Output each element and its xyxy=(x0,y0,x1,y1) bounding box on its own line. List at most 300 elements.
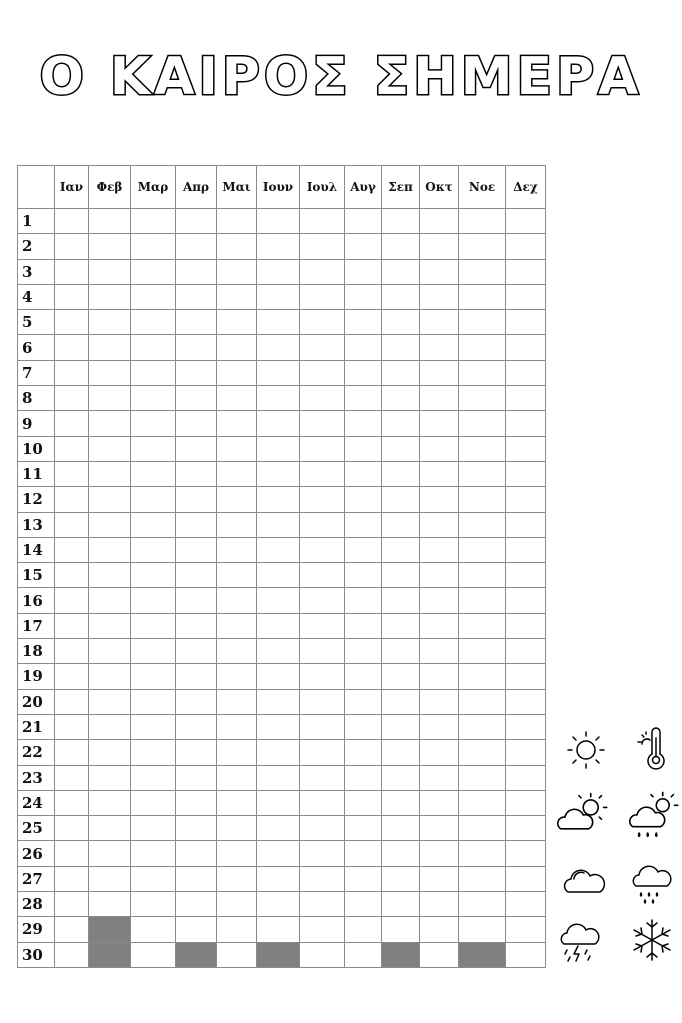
day-cell[interactable] xyxy=(420,259,459,284)
day-cell[interactable] xyxy=(217,942,257,967)
day-cell[interactable] xyxy=(176,841,217,866)
day-cell[interactable] xyxy=(257,790,300,815)
day-cell[interactable] xyxy=(89,386,131,411)
day-cell[interactable] xyxy=(506,209,546,234)
day-cell[interactable] xyxy=(131,740,176,765)
day-cell[interactable] xyxy=(257,613,300,638)
day-cell[interactable] xyxy=(420,335,459,360)
day-cell[interactable] xyxy=(300,335,345,360)
day-cell[interactable] xyxy=(257,487,300,512)
day-cell[interactable] xyxy=(300,841,345,866)
day-cell[interactable] xyxy=(55,588,89,613)
day-cell[interactable] xyxy=(300,360,345,385)
day-cell[interactable] xyxy=(300,411,345,436)
day-cell[interactable] xyxy=(420,816,459,841)
day-cell[interactable] xyxy=(506,259,546,284)
day-cell[interactable] xyxy=(131,284,176,309)
day-cell[interactable] xyxy=(55,892,89,917)
day-cell[interactable] xyxy=(382,740,420,765)
day-cell[interactable] xyxy=(55,613,89,638)
day-cell[interactable] xyxy=(217,714,257,739)
day-cell[interactable] xyxy=(506,714,546,739)
day-cell[interactable] xyxy=(131,461,176,486)
day-cell[interactable] xyxy=(131,360,176,385)
day-cell[interactable] xyxy=(459,563,506,588)
day-cell[interactable] xyxy=(459,411,506,436)
day-cell[interactable] xyxy=(382,512,420,537)
day-cell[interactable] xyxy=(506,917,546,942)
day-cell[interactable] xyxy=(89,664,131,689)
day-cell[interactable] xyxy=(506,841,546,866)
day-cell[interactable] xyxy=(420,639,459,664)
day-cell[interactable] xyxy=(345,917,382,942)
day-cell[interactable] xyxy=(300,639,345,664)
day-cell[interactable] xyxy=(257,310,300,335)
day-cell[interactable] xyxy=(345,588,382,613)
day-cell[interactable] xyxy=(89,892,131,917)
day-cell[interactable] xyxy=(131,234,176,259)
day-cell[interactable] xyxy=(217,259,257,284)
day-cell[interactable] xyxy=(382,664,420,689)
day-cell[interactable] xyxy=(89,209,131,234)
day-cell[interactable] xyxy=(55,335,89,360)
day-cell[interactable] xyxy=(382,411,420,436)
day-cell[interactable] xyxy=(257,816,300,841)
day-cell[interactable] xyxy=(257,234,300,259)
day-cell[interactable] xyxy=(382,284,420,309)
day-cell[interactable] xyxy=(55,436,89,461)
day-cell[interactable] xyxy=(176,714,217,739)
day-cell[interactable] xyxy=(55,765,89,790)
day-cell[interactable] xyxy=(382,841,420,866)
day-cell[interactable] xyxy=(506,411,546,436)
day-cell[interactable] xyxy=(217,335,257,360)
day-cell[interactable] xyxy=(89,310,131,335)
day-cell[interactable] xyxy=(89,411,131,436)
day-cell[interactable] xyxy=(217,639,257,664)
day-cell[interactable] xyxy=(382,892,420,917)
day-cell[interactable] xyxy=(176,639,217,664)
day-cell[interactable] xyxy=(131,411,176,436)
day-cell[interactable] xyxy=(55,310,89,335)
day-cell[interactable] xyxy=(257,866,300,891)
day-cell[interactable] xyxy=(55,259,89,284)
day-cell[interactable] xyxy=(55,360,89,385)
day-cell[interactable] xyxy=(345,461,382,486)
day-cell[interactable] xyxy=(217,866,257,891)
day-cell[interactable] xyxy=(345,664,382,689)
day-cell[interactable] xyxy=(176,613,217,638)
day-cell[interactable] xyxy=(506,512,546,537)
day-cell[interactable] xyxy=(55,740,89,765)
day-cell[interactable] xyxy=(459,512,506,537)
day-cell[interactable] xyxy=(217,360,257,385)
day-cell[interactable] xyxy=(257,209,300,234)
day-cell[interactable] xyxy=(300,487,345,512)
day-cell[interactable] xyxy=(459,740,506,765)
day-cell[interactable] xyxy=(131,917,176,942)
day-cell[interactable] xyxy=(176,259,217,284)
day-cell[interactable] xyxy=(300,917,345,942)
day-cell[interactable] xyxy=(420,436,459,461)
day-cell[interactable] xyxy=(420,790,459,815)
day-cell[interactable] xyxy=(176,360,217,385)
day-cell[interactable] xyxy=(300,689,345,714)
day-cell[interactable] xyxy=(55,816,89,841)
day-cell[interactable] xyxy=(217,537,257,562)
day-cell[interactable] xyxy=(89,461,131,486)
day-cell[interactable] xyxy=(345,866,382,891)
day-cell[interactable] xyxy=(257,537,300,562)
day-cell[interactable] xyxy=(257,411,300,436)
day-cell[interactable] xyxy=(89,487,131,512)
day-cell[interactable] xyxy=(420,234,459,259)
day-cell[interactable] xyxy=(176,740,217,765)
day-cell[interactable] xyxy=(506,487,546,512)
day-cell[interactable] xyxy=(257,461,300,486)
day-cell[interactable] xyxy=(89,841,131,866)
day-cell[interactable] xyxy=(506,360,546,385)
day-cell[interactable] xyxy=(89,689,131,714)
day-cell[interactable] xyxy=(257,436,300,461)
day-cell[interactable] xyxy=(257,740,300,765)
day-cell[interactable] xyxy=(55,411,89,436)
day-cell[interactable] xyxy=(300,892,345,917)
day-cell[interactable] xyxy=(131,563,176,588)
day-cell[interactable] xyxy=(459,234,506,259)
day-cell[interactable] xyxy=(420,765,459,790)
day-cell[interactable] xyxy=(131,664,176,689)
day-cell[interactable] xyxy=(300,765,345,790)
day-cell[interactable] xyxy=(459,461,506,486)
day-cell[interactable] xyxy=(55,942,89,967)
day-cell[interactable] xyxy=(420,588,459,613)
day-cell[interactable] xyxy=(217,436,257,461)
day-cell[interactable] xyxy=(345,537,382,562)
day-cell[interactable] xyxy=(420,411,459,436)
day-cell[interactable] xyxy=(506,563,546,588)
day-cell[interactable] xyxy=(176,866,217,891)
day-cell[interactable] xyxy=(131,335,176,360)
day-cell[interactable] xyxy=(345,234,382,259)
day-cell[interactable] xyxy=(420,689,459,714)
day-cell[interactable] xyxy=(217,461,257,486)
day-cell[interactable] xyxy=(89,284,131,309)
day-cell[interactable] xyxy=(217,664,257,689)
day-cell[interactable] xyxy=(459,310,506,335)
day-cell[interactable] xyxy=(55,866,89,891)
day-cell[interactable] xyxy=(89,234,131,259)
day-cell[interactable] xyxy=(55,512,89,537)
day-cell[interactable] xyxy=(257,765,300,790)
day-cell[interactable] xyxy=(257,639,300,664)
day-cell[interactable] xyxy=(459,209,506,234)
day-cell[interactable] xyxy=(89,512,131,537)
day-cell[interactable] xyxy=(89,563,131,588)
day-cell[interactable] xyxy=(300,866,345,891)
day-cell[interactable] xyxy=(300,588,345,613)
day-cell[interactable] xyxy=(506,234,546,259)
day-cell[interactable] xyxy=(459,259,506,284)
day-cell[interactable] xyxy=(257,841,300,866)
day-cell[interactable] xyxy=(131,689,176,714)
day-cell[interactable] xyxy=(89,360,131,385)
day-cell[interactable] xyxy=(89,714,131,739)
day-cell[interactable] xyxy=(459,664,506,689)
day-cell[interactable] xyxy=(55,209,89,234)
day-cell[interactable] xyxy=(506,942,546,967)
day-cell[interactable] xyxy=(382,563,420,588)
day-cell[interactable] xyxy=(345,310,382,335)
day-cell[interactable] xyxy=(176,765,217,790)
day-cell[interactable] xyxy=(176,284,217,309)
day-cell[interactable] xyxy=(131,436,176,461)
day-cell[interactable] xyxy=(89,259,131,284)
day-cell[interactable] xyxy=(506,613,546,638)
day-cell[interactable] xyxy=(55,386,89,411)
day-cell[interactable] xyxy=(257,689,300,714)
day-cell[interactable] xyxy=(345,259,382,284)
day-cell[interactable] xyxy=(257,892,300,917)
day-cell[interactable] xyxy=(131,487,176,512)
day-cell[interactable] xyxy=(217,588,257,613)
day-cell[interactable] xyxy=(506,537,546,562)
day-cell[interactable] xyxy=(176,209,217,234)
day-cell[interactable] xyxy=(176,386,217,411)
day-cell[interactable] xyxy=(420,284,459,309)
day-cell[interactable] xyxy=(89,866,131,891)
day-cell[interactable] xyxy=(55,284,89,309)
day-cell[interactable] xyxy=(55,689,89,714)
day-cell[interactable] xyxy=(300,790,345,815)
day-cell[interactable] xyxy=(131,310,176,335)
day-cell[interactable] xyxy=(506,740,546,765)
day-cell[interactable] xyxy=(506,892,546,917)
day-cell[interactable] xyxy=(217,386,257,411)
day-cell[interactable] xyxy=(382,386,420,411)
day-cell[interactable] xyxy=(420,512,459,537)
day-cell[interactable] xyxy=(131,639,176,664)
day-cell[interactable] xyxy=(382,917,420,942)
day-cell[interactable] xyxy=(382,613,420,638)
day-cell[interactable] xyxy=(89,740,131,765)
day-cell[interactable] xyxy=(131,512,176,537)
day-cell[interactable] xyxy=(300,740,345,765)
day-cell[interactable] xyxy=(345,436,382,461)
day-cell[interactable] xyxy=(89,790,131,815)
day-cell[interactable] xyxy=(257,259,300,284)
day-cell[interactable] xyxy=(345,740,382,765)
day-cell[interactable] xyxy=(55,537,89,562)
day-cell[interactable] xyxy=(55,917,89,942)
day-cell[interactable] xyxy=(217,613,257,638)
day-cell[interactable] xyxy=(217,689,257,714)
day-cell[interactable] xyxy=(459,765,506,790)
day-cell[interactable] xyxy=(420,563,459,588)
day-cell[interactable] xyxy=(420,917,459,942)
day-cell[interactable] xyxy=(506,639,546,664)
day-cell[interactable] xyxy=(345,512,382,537)
day-cell[interactable] xyxy=(420,360,459,385)
day-cell[interactable] xyxy=(420,740,459,765)
day-cell[interactable] xyxy=(55,487,89,512)
day-cell[interactable] xyxy=(217,310,257,335)
day-cell[interactable] xyxy=(382,866,420,891)
day-cell[interactable] xyxy=(217,284,257,309)
day-cell[interactable] xyxy=(176,335,217,360)
day-cell[interactable] xyxy=(217,411,257,436)
day-cell[interactable] xyxy=(55,563,89,588)
day-cell[interactable] xyxy=(459,639,506,664)
day-cell[interactable] xyxy=(176,461,217,486)
day-cell[interactable] xyxy=(459,790,506,815)
day-cell[interactable] xyxy=(217,765,257,790)
day-cell[interactable] xyxy=(459,436,506,461)
day-cell[interactable] xyxy=(131,386,176,411)
day-cell[interactable] xyxy=(382,487,420,512)
day-cell[interactable] xyxy=(345,487,382,512)
day-cell[interactable] xyxy=(55,461,89,486)
day-cell[interactable] xyxy=(257,664,300,689)
day-cell[interactable] xyxy=(345,411,382,436)
day-cell[interactable] xyxy=(459,841,506,866)
day-cell[interactable] xyxy=(506,588,546,613)
day-cell[interactable] xyxy=(217,740,257,765)
day-cell[interactable] xyxy=(506,790,546,815)
day-cell[interactable] xyxy=(300,234,345,259)
day-cell[interactable] xyxy=(300,664,345,689)
day-cell[interactable] xyxy=(300,613,345,638)
day-cell[interactable] xyxy=(345,613,382,638)
day-cell[interactable] xyxy=(506,310,546,335)
day-cell[interactable] xyxy=(131,841,176,866)
day-cell[interactable] xyxy=(459,386,506,411)
day-cell[interactable] xyxy=(459,613,506,638)
day-cell[interactable] xyxy=(459,335,506,360)
day-cell[interactable] xyxy=(300,209,345,234)
day-cell[interactable] xyxy=(176,816,217,841)
day-cell[interactable] xyxy=(459,537,506,562)
day-cell[interactable] xyxy=(300,942,345,967)
day-cell[interactable] xyxy=(382,765,420,790)
day-cell[interactable] xyxy=(506,436,546,461)
day-cell[interactable] xyxy=(420,487,459,512)
day-cell[interactable] xyxy=(131,892,176,917)
day-cell[interactable] xyxy=(459,360,506,385)
day-cell[interactable] xyxy=(300,386,345,411)
day-cell[interactable] xyxy=(131,537,176,562)
day-cell[interactable] xyxy=(176,892,217,917)
day-cell[interactable] xyxy=(176,917,217,942)
day-cell[interactable] xyxy=(300,714,345,739)
day-cell[interactable] xyxy=(420,537,459,562)
day-cell[interactable] xyxy=(89,613,131,638)
day-cell[interactable] xyxy=(300,816,345,841)
day-cell[interactable] xyxy=(459,284,506,309)
day-cell[interactable] xyxy=(506,461,546,486)
day-cell[interactable] xyxy=(459,866,506,891)
day-cell[interactable] xyxy=(176,563,217,588)
day-cell[interactable] xyxy=(176,664,217,689)
day-cell[interactable] xyxy=(382,461,420,486)
day-cell[interactable] xyxy=(420,714,459,739)
day-cell[interactable] xyxy=(257,284,300,309)
day-cell[interactable] xyxy=(257,588,300,613)
day-cell[interactable] xyxy=(55,664,89,689)
day-cell[interactable] xyxy=(420,866,459,891)
day-cell[interactable] xyxy=(131,588,176,613)
day-cell[interactable] xyxy=(345,335,382,360)
day-cell[interactable] xyxy=(420,386,459,411)
day-cell[interactable] xyxy=(176,689,217,714)
day-cell[interactable] xyxy=(131,209,176,234)
day-cell[interactable] xyxy=(217,816,257,841)
day-cell[interactable] xyxy=(345,841,382,866)
day-cell[interactable] xyxy=(506,866,546,891)
day-cell[interactable] xyxy=(55,841,89,866)
day-cell[interactable] xyxy=(420,461,459,486)
day-cell[interactable] xyxy=(55,639,89,664)
day-cell[interactable] xyxy=(506,765,546,790)
day-cell[interactable] xyxy=(459,714,506,739)
day-cell[interactable] xyxy=(176,790,217,815)
day-cell[interactable] xyxy=(131,765,176,790)
day-cell[interactable] xyxy=(217,234,257,259)
day-cell[interactable] xyxy=(131,714,176,739)
day-cell[interactable] xyxy=(345,689,382,714)
day-cell[interactable] xyxy=(459,588,506,613)
day-cell[interactable] xyxy=(420,892,459,917)
day-cell[interactable] xyxy=(382,588,420,613)
day-cell[interactable] xyxy=(345,714,382,739)
day-cell[interactable] xyxy=(257,335,300,360)
day-cell[interactable] xyxy=(345,360,382,385)
day-cell[interactable] xyxy=(382,639,420,664)
day-cell[interactable] xyxy=(131,866,176,891)
day-cell[interactable] xyxy=(382,310,420,335)
day-cell[interactable] xyxy=(420,841,459,866)
day-cell[interactable] xyxy=(300,284,345,309)
day-cell[interactable] xyxy=(420,942,459,967)
day-cell[interactable] xyxy=(345,284,382,309)
day-cell[interactable] xyxy=(420,310,459,335)
day-cell[interactable] xyxy=(217,487,257,512)
day-cell[interactable] xyxy=(300,461,345,486)
day-cell[interactable] xyxy=(257,917,300,942)
day-cell[interactable] xyxy=(300,259,345,284)
day-cell[interactable] xyxy=(300,310,345,335)
day-cell[interactable] xyxy=(420,664,459,689)
day-cell[interactable] xyxy=(257,714,300,739)
day-cell[interactable] xyxy=(382,209,420,234)
day-cell[interactable] xyxy=(176,310,217,335)
day-cell[interactable] xyxy=(382,714,420,739)
day-cell[interactable] xyxy=(506,689,546,714)
day-cell[interactable] xyxy=(300,537,345,562)
day-cell[interactable] xyxy=(459,892,506,917)
day-cell[interactable] xyxy=(382,816,420,841)
day-cell[interactable] xyxy=(131,259,176,284)
day-cell[interactable] xyxy=(382,689,420,714)
day-cell[interactable] xyxy=(420,613,459,638)
day-cell[interactable] xyxy=(345,816,382,841)
day-cell[interactable] xyxy=(257,386,300,411)
day-cell[interactable] xyxy=(382,436,420,461)
day-cell[interactable] xyxy=(257,360,300,385)
day-cell[interactable] xyxy=(506,816,546,841)
day-cell[interactable] xyxy=(345,892,382,917)
day-cell[interactable] xyxy=(176,436,217,461)
